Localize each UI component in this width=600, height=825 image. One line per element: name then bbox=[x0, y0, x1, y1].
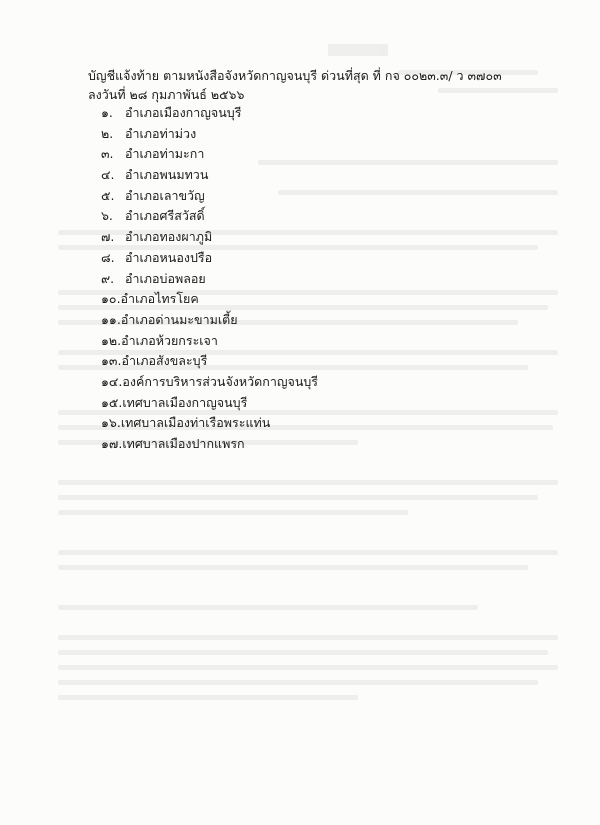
item-number: ๑๓. bbox=[101, 353, 122, 369]
header-reference-line: บัญชีแจ้งท้าย ตามหนังสือจังหวัดกาญจนบุรี ด่วนที่สุด ที่ กจ ๐๐๒๓.๓/ ว ๓๗๐๓ bbox=[88, 68, 502, 83]
item-number: ๓. bbox=[101, 146, 114, 162]
list-item bbox=[101, 434, 318, 455]
list-item bbox=[101, 165, 318, 186]
item-name: อำเภอทองผาภูมิ bbox=[125, 229, 213, 245]
document-header bbox=[88, 66, 502, 104]
header-date-line: ลงวันที่ ๒๘ กุมภาพันธ์ ๒๕๖๖ bbox=[88, 87, 245, 102]
item-name: เทศบาลเมืองท่าเรือพระแท่น bbox=[120, 415, 271, 431]
item-name: อำเภอท่ามะกา bbox=[125, 146, 205, 162]
item-name: เทศบาลเมืองปากแพรก bbox=[122, 436, 245, 451]
list-item bbox=[101, 206, 318, 227]
item-number: ๗. bbox=[101, 229, 115, 245]
list-item bbox=[101, 393, 318, 414]
list-item bbox=[101, 413, 318, 434]
item-name: อำเภอท่าม่วง bbox=[125, 125, 197, 141]
item-number: ๕. bbox=[101, 187, 115, 203]
item-name: อำเภอเมืองกาญจนบุรี bbox=[125, 105, 242, 120]
list-item bbox=[101, 248, 318, 269]
item-number: ๑๗. bbox=[101, 436, 123, 451]
list-item bbox=[101, 289, 318, 310]
list-item bbox=[101, 331, 318, 352]
item-name: อำเภอบ่อพลอย bbox=[125, 270, 206, 286]
list-item bbox=[101, 124, 318, 145]
list-item bbox=[101, 186, 318, 207]
item-number: ๑๖. bbox=[101, 415, 121, 431]
item-number: ๔. bbox=[101, 167, 115, 183]
item-number: ๑. bbox=[101, 105, 113, 120]
item-name: อำเภอห้วยกระเจา bbox=[121, 332, 218, 348]
item-name: องค์การบริหารส่วนจังหวัดกาญจนบุรี bbox=[122, 373, 319, 389]
item-number: ๑๕. bbox=[101, 394, 123, 410]
item-number: ๑๔. bbox=[101, 373, 123, 389]
list-item bbox=[101, 144, 318, 165]
recipient-list bbox=[101, 103, 318, 455]
list-item bbox=[101, 310, 318, 331]
item-name: อำเภอศรีสวัสดิ์ bbox=[125, 208, 205, 224]
item-name: อำเภอหนองปรือ bbox=[125, 249, 213, 265]
item-number: ๖. bbox=[101, 208, 113, 224]
item-number: ๒. bbox=[101, 125, 114, 141]
item-name: อำเภอพนมทวน bbox=[125, 167, 209, 183]
item-name: อำเภอสังขละบุรี bbox=[121, 353, 208, 369]
item-number: ๑๐. bbox=[101, 291, 121, 307]
item-name: อำเภอเลาขวัญ bbox=[125, 187, 205, 203]
list-item bbox=[101, 227, 318, 248]
item-name: อำเภอด่านมะขามเตี้ย bbox=[120, 311, 238, 327]
list-item bbox=[101, 269, 318, 290]
list-item bbox=[101, 372, 318, 393]
item-number: ๙. bbox=[101, 270, 115, 286]
item-number: ๘. bbox=[101, 249, 115, 265]
item-name: อำเภอไทรโยค bbox=[120, 291, 199, 307]
item-name: เทศบาลเมืองกาญจนบุรี bbox=[122, 394, 248, 410]
list-item bbox=[101, 351, 318, 372]
item-number: ๑๒. bbox=[101, 332, 122, 348]
item-number: ๑๑. bbox=[101, 311, 121, 327]
list-item bbox=[101, 103, 318, 124]
